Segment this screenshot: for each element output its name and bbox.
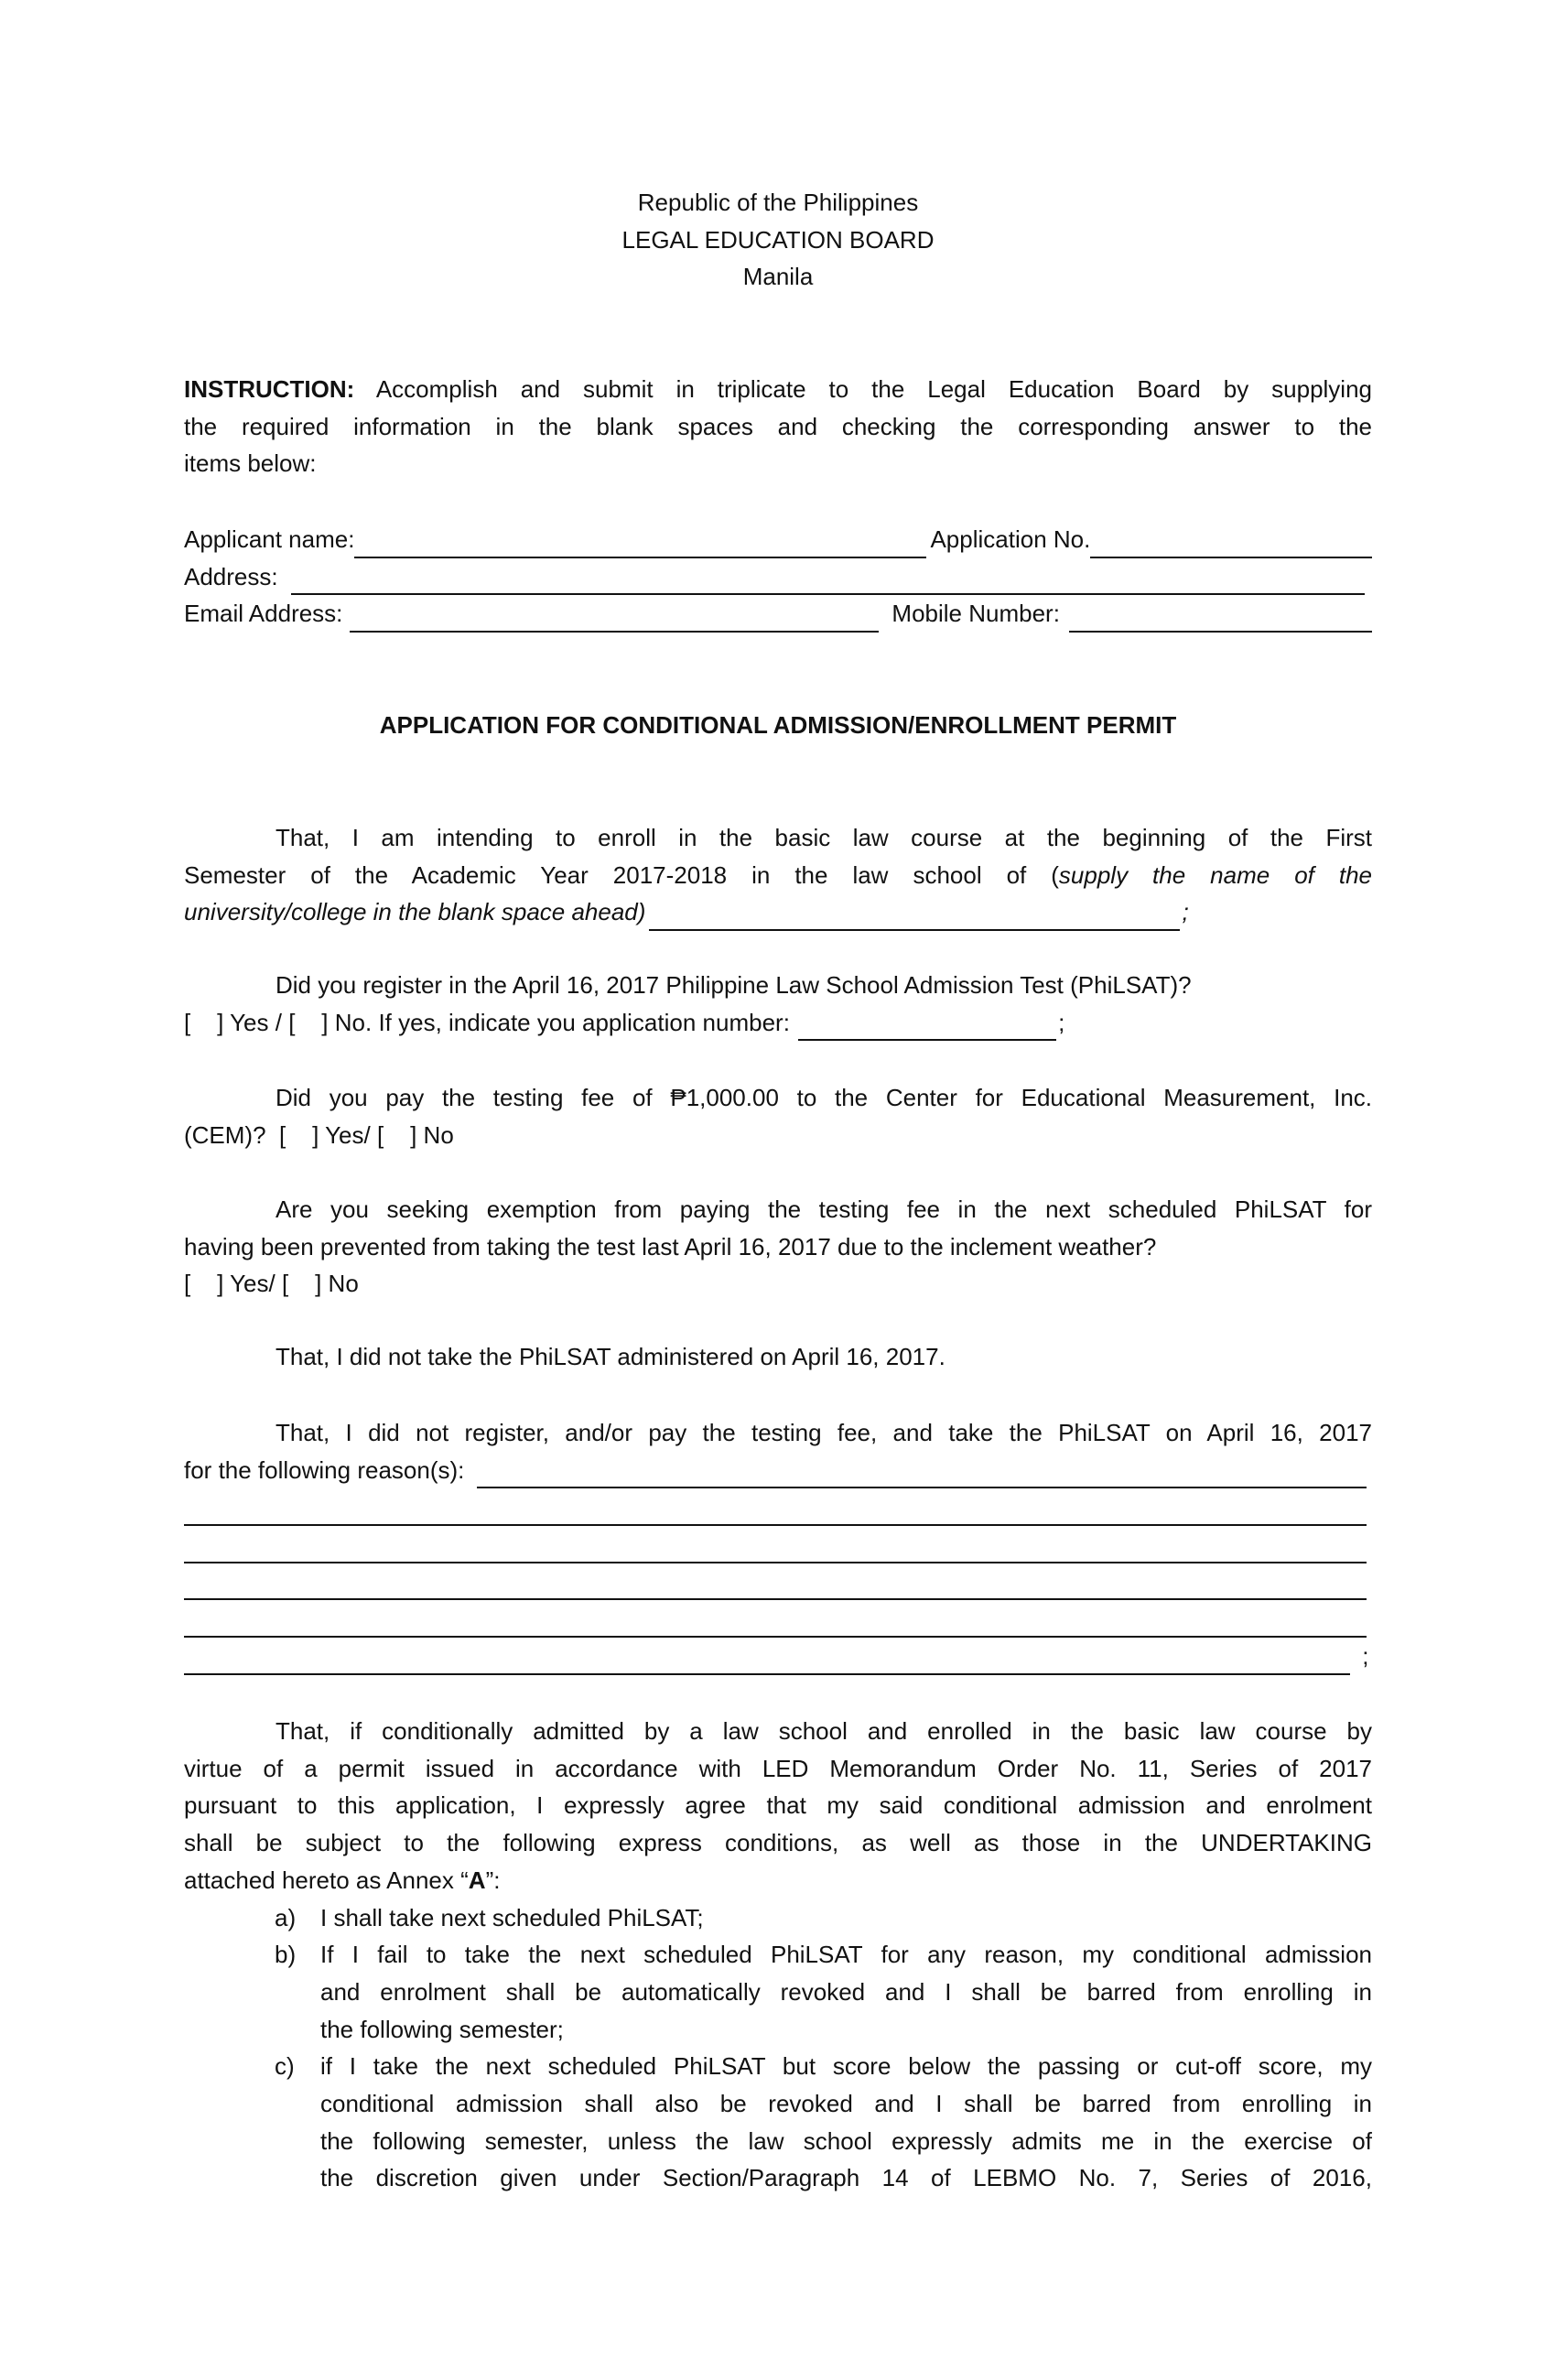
- email-label: Email Address:: [184, 600, 343, 628]
- application-no-field[interactable]: [1090, 529, 1372, 558]
- question-exemption: [184, 1191, 1372, 1303]
- reason-line[interactable]: [184, 1497, 1367, 1526]
- item-text: I shall take next scheduled PhiLSAT;: [320, 1903, 704, 1931]
- item-text: If I fail to take the next scheduled PhiLSAT for any reason, my conditional admission: [320, 1941, 1372, 1969]
- email-field[interactable]: [350, 603, 879, 633]
- condition-item-b: [184, 1936, 1372, 2048]
- checkbox-yes[interactable]: [ ]: [279, 1120, 319, 1149]
- not-taken-statement: [184, 1338, 1372, 1376]
- paragraph-italic: supply the name of the: [1058, 860, 1372, 889]
- instruction: [184, 371, 1372, 482]
- reason-line[interactable]: [477, 1459, 1367, 1488]
- question-testing-fee: [184, 1079, 1372, 1153]
- address-field[interactable]: [291, 566, 1365, 595]
- question-text: Are you seeking exemption from paying the testing fee in the next scheduled PhiLSAT for: [276, 1195, 1372, 1223]
- condition-item-a: [184, 1899, 1372, 1937]
- item-text: conditional admission shall also be revoked and I shall be barred from enrolling in: [320, 2090, 1372, 2118]
- conditions-line: pursuant to this application, I expressly agree that my said conditional admission and enrolment: [184, 1791, 1372, 1820]
- application-no-label: Application No.: [930, 525, 1091, 553]
- item-text: and enrolment shall be automatically revoked and I shall be barred from enrolling in: [320, 1977, 1372, 2006]
- mobile-label: Mobile Number:: [891, 600, 1060, 628]
- question-text: Did you register in the April 16, 2017 Philippine Law School Admission Test (PhiLSAT)?: [276, 971, 1192, 999]
- reasons-label: for the following reason(s):: [184, 1455, 465, 1484]
- applicant-name-label: Applicant name:: [184, 525, 355, 553]
- applicant-fields: [184, 521, 1372, 633]
- paragraph-text: Semester of the Academic Year 2017-2018 in the law school of (: [184, 860, 1059, 889]
- application-number-field[interactable]: [798, 1012, 1056, 1041]
- item-text: the discretion given under Section/Paragraph 14 of LEBMO No. 7, Series of 2016,: [320, 2164, 1372, 2192]
- applicant-name-field[interactable]: [354, 529, 926, 558]
- semicolon: ;: [1356, 1642, 1369, 1671]
- no-label: No: [416, 1120, 454, 1149]
- item-label: a): [275, 1903, 297, 1931]
- form-title-text: APPLICATION FOR CONDITIONAL ADMISSION/ENROLLMENT PERMIT: [379, 711, 1177, 739]
- item-text: the following semester, unless the law school expressly admits me in the exercise of: [320, 2126, 1372, 2155]
- statement-text: That, I did not register, and/or pay the testing fee, and take the PhiLSAT on April 16, 2017: [276, 1419, 1372, 1446]
- checkbox-yes[interactable]: [ ]: [184, 1270, 224, 1298]
- condition-item-c: [184, 2048, 1372, 2197]
- checkbox-yes[interactable]: [ ]: [184, 1008, 224, 1036]
- question-text: having been prevented from taking the test last April 16, 2017 due to the inclement weather?: [184, 1232, 1157, 1260]
- semicolon: ;: [1058, 1008, 1065, 1036]
- checkbox-no[interactable]: [ ]: [281, 1270, 322, 1298]
- annex-letter: A: [468, 1866, 486, 1894]
- conditions-line: attached hereto as Annex “: [184, 1866, 469, 1894]
- letterhead: [0, 184, 1556, 296]
- item-label: c): [275, 2052, 295, 2081]
- address-label: Address:: [184, 562, 278, 590]
- instruction-label: INSTRUCTION:: [184, 375, 355, 403]
- reason-line[interactable]: [184, 1646, 1350, 1675]
- conditions-line: virtue of a permit issued in accordance with LED Memorandum Order No. 11, Series of 2017: [184, 1754, 1372, 1782]
- conditions-line: ”:: [485, 1866, 501, 1894]
- reasons-section: [184, 1414, 1372, 1675]
- checkbox-no[interactable]: [ ]: [376, 1120, 417, 1149]
- instruction-text: items below:: [184, 449, 317, 478]
- conditions-line: That, if conditionally admitted by a law school and enrolled in the basic law course by: [276, 1717, 1372, 1745]
- paragraph-line: That, I am intending to enroll in the basic law course at the beginning of the First: [276, 824, 1372, 851]
- school-name-field[interactable]: [649, 902, 1180, 931]
- question-registration: [184, 967, 1372, 1041]
- instruction-text: the required information in the blank spaces and checking the corresponding answer to the: [184, 412, 1372, 440]
- no-label: No: [321, 1270, 359, 1298]
- reason-line[interactable]: [184, 1571, 1367, 1600]
- paragraph-italic: university/college in the blank space ahead): [184, 898, 646, 926]
- intent-paragraph: [184, 819, 1372, 931]
- yes-label: Yes/: [319, 1120, 377, 1149]
- question-text: (CEM)?: [184, 1120, 279, 1149]
- mobile-field[interactable]: [1069, 603, 1372, 633]
- item-text: if I take the next scheduled PhiLSAT but score below the passing or cut-off score, my: [320, 2052, 1372, 2081]
- header-republic: Republic of the Philippines: [637, 189, 919, 216]
- no-label: No. If yes, indicate you application number:: [328, 1008, 797, 1036]
- item-text: the following semester;: [320, 2015, 564, 2043]
- reason-line[interactable]: [184, 1534, 1367, 1563]
- checkbox-no[interactable]: [ ]: [288, 1008, 329, 1036]
- header-board: LEGAL EDUCATION BOARD: [621, 225, 935, 254]
- statement-text: That, I did not take the PhiLSAT administered on April 16, 2017.: [276, 1343, 945, 1370]
- reason-line[interactable]: [184, 1608, 1367, 1638]
- item-label: b): [275, 1941, 297, 1969]
- yes-label: Yes/: [223, 1270, 282, 1298]
- header-city: Manila: [742, 263, 814, 291]
- question-text: Did you pay the testing fee of ₱1,000.00 to the Center for Educational Measurement, Inc.: [276, 1084, 1372, 1111]
- conditions-section: [184, 1713, 1372, 2197]
- form-title: [184, 707, 1372, 744]
- semicolon: ;: [1182, 898, 1189, 926]
- instruction-text: Accomplish and submit in triplicate to the Legal Education Board by supplying: [354, 375, 1372, 403]
- conditions-line: shall be subject to the following express conditions, as well as those in the UNDERTAKING: [184, 1829, 1372, 1857]
- yes-label: Yes /: [223, 1008, 289, 1036]
